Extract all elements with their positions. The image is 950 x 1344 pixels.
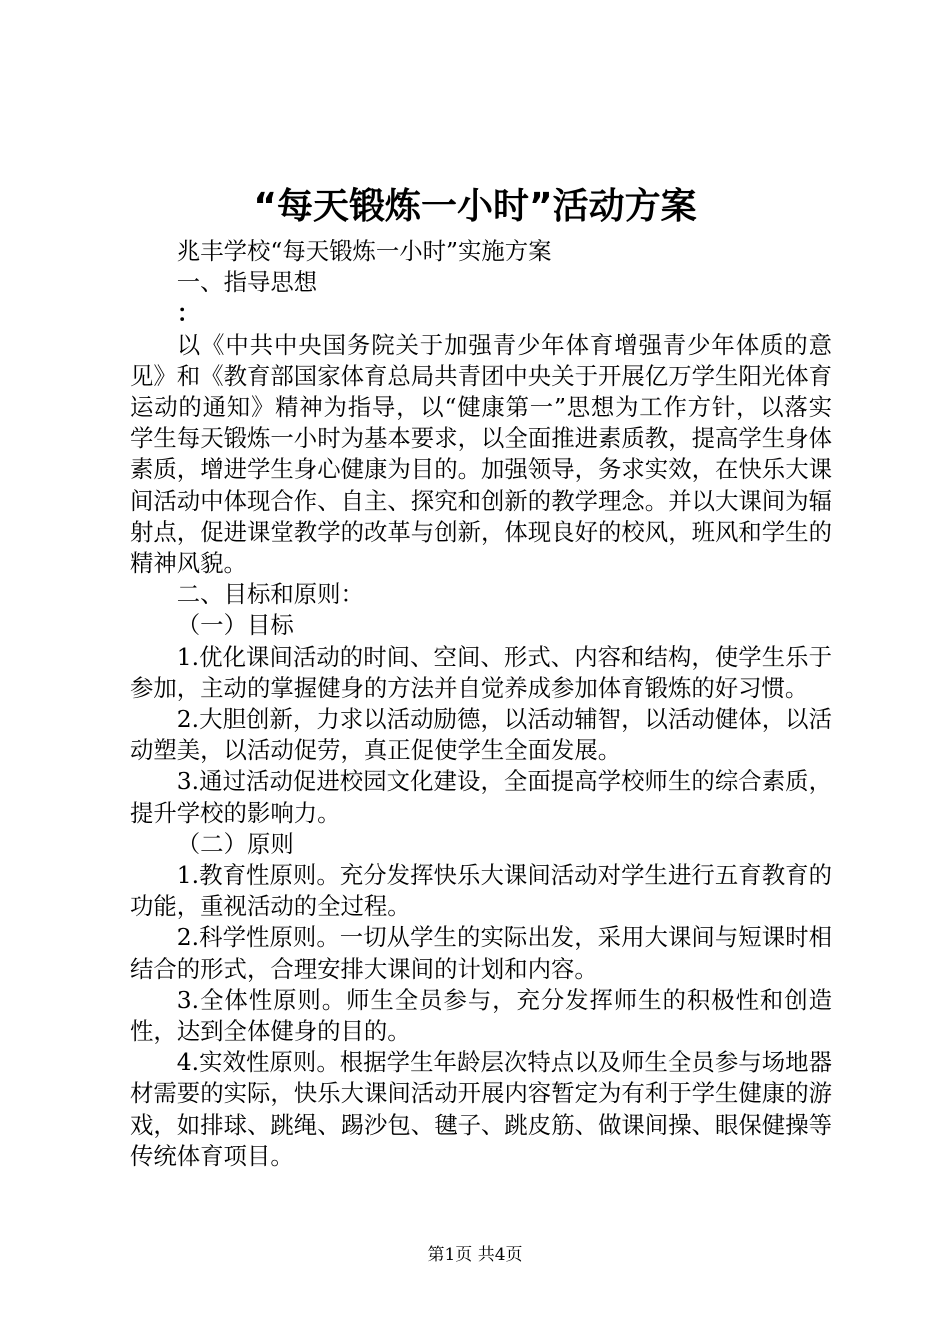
page-footer: 第1页 共4页: [427, 1245, 523, 1265]
subheading-principles: （二）原则: [176, 829, 294, 858]
paragraph-goal-2: 2.大胆创新，力求以活动励德，以活动辅智，以活动健体，以活动塑美，以活动促劳，真正促使学生全面发展。: [130, 705, 832, 765]
document-body: [130, 236, 832, 1172]
paragraph-principle-1: 1.教育性原则。充分发挥快乐大课间活动对学生进行五育教育的功能，重视活动的全过程。: [130, 861, 832, 921]
paragraph-principle-2: 2.科学性原则。一切从学生的实际出发，采用大课间与短课时相结合的形式，合理安排大课间的计划和内容。: [130, 923, 832, 983]
subheading-goals: （一）目标: [176, 611, 294, 640]
paragraph-goal-1: 1.优化课间活动的时间、空间、形式、内容和结构，使学生乐于参加，主动的掌握健身的方法并自觉养成参加体育锻炼的好习惯。: [130, 642, 832, 702]
paragraph-guiding-ideology: 以《中共中央国务院关于加强青少年体育增强青少年体质的意见》和《教育部国家体育总局共青团中央关于开展亿万学生阳光体育运动的通知》精神为指导，以“健康第一”思想为工作方针，以落实学生每天锻炼一小时为基本要求，以全面推进素质教，提高学生身体素质，增进学生身心健康为目的。加强领导，务求实效，在快乐大课间活动中体现合作、自主、探究和创新的教学理念。并以大课间为辐射点，促进课堂教学的改革与创新，体现良好的校风，班风和学生的精神风貌。: [130, 330, 832, 578]
paragraph-principle-3: 3.全体性原则。师生全员参与，充分发挥师生的积极性和创造性，达到全体健身的目的。: [130, 985, 832, 1046]
paragraph-principle-4: 4.实效性原则。根据学生年龄层次特点以及师生全员参与场地器材需要的实际，快乐大课间活动开展内容暂定为有利于学生健康的游戏，如排球、跳绳、踢沙包、毽子、跳皮筋、做课间操、眼保健操等传统体育项目。: [130, 1048, 832, 1170]
paragraph-colon: ：: [176, 299, 201, 328]
section-heading-goals-principles: 二、目标和原则：: [176, 580, 364, 609]
paragraph-subtitle: 兆丰学校“每天锻炼一小时”实施方案: [176, 237, 552, 265]
document-title: “每天锻炼一小时”活动方案: [253, 186, 697, 227]
section-heading-guiding-ideology: 一、指导思想: [176, 268, 318, 297]
paragraph-goal-3: 3.通过活动促进校园文化建设，全面提高学校师生的综合素质，提升学校的影响力。: [130, 767, 832, 827]
